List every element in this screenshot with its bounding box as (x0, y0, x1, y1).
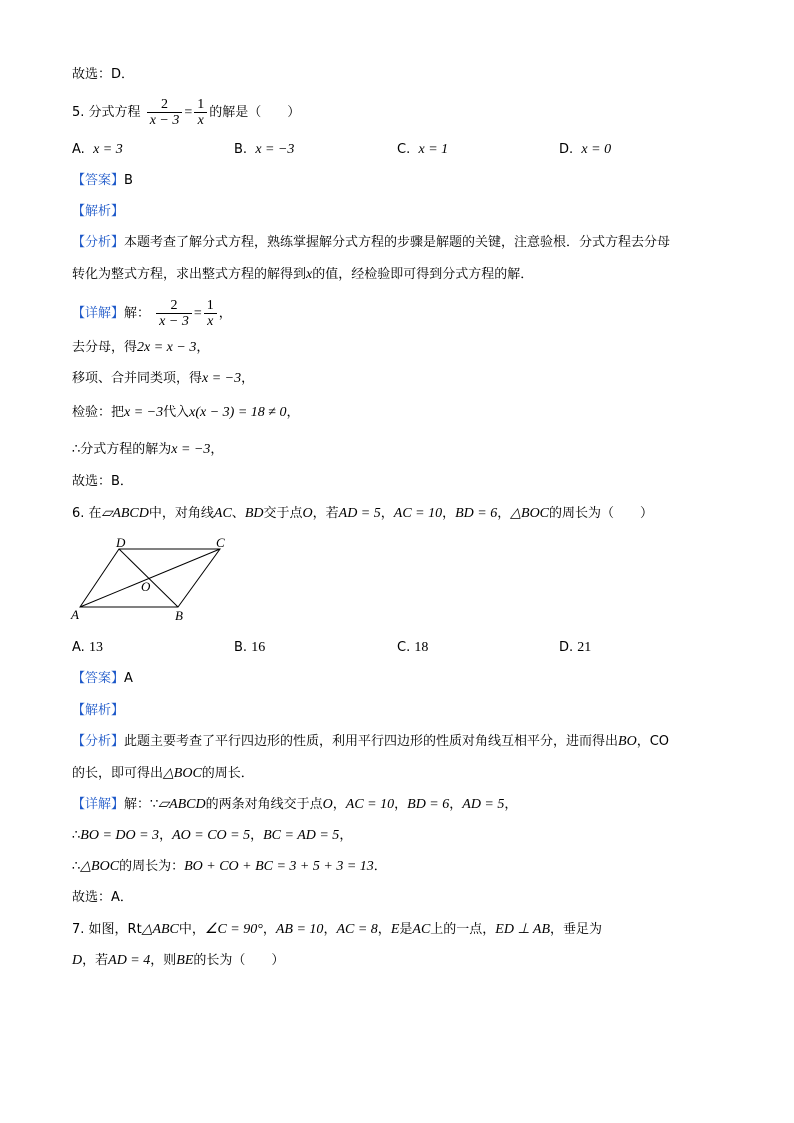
label-o: O (141, 579, 151, 594)
q6-stem: 6. 在▱ABCD中，对角线AC、BD交于点O，若AD = 5，AC = 10，BD = 6，△BOC的周长为（ ） (72, 506, 654, 521)
label-c: C (216, 536, 225, 550)
q5-option-b[interactable]: B. x = −3 (234, 142, 295, 157)
parallelogram-diagram (68, 536, 243, 626)
q5-stem: 5. 分式方程 $\frac{2}{x - 3}$ = $\frac{1}{x}$ 的解是（ ） (72, 97, 301, 128)
q6-option-a[interactable]: A. 13 (72, 640, 103, 655)
q6-analysis-line-1: 【分析】此题主要考查了平行四边形的性质，利用平行四边形的性质对角线互相平分，进而得出BO，CO (72, 734, 670, 749)
diagonal-bd (119, 549, 178, 607)
q5-detail-fraction-left: $\frac{2}{x - 3}$ (156, 298, 192, 329)
q5-step-3: 检验：把x = −3代入x(x − 3) = 18 ≠ 0， (72, 405, 300, 420)
q5-step-2: 移项、合并同类项，得x = −3， (72, 371, 255, 386)
q5-fraction-right: $\frac{1}{x}$ (194, 97, 207, 128)
q5-stem-prefix: 分式方程 (88, 105, 141, 120)
q5-stem-suffix: 的解是（ ） (209, 105, 301, 120)
q7-stem-line-1: 7. 如图，Rt△ABC中，∠C = 90°，AB = 10，AC = 8，E是AC上的一点，ED ⊥ AB，垂足为 (72, 922, 603, 937)
q5-option-d[interactable]: D. x = 0 (559, 142, 612, 157)
q5-conclusion: 故选：B． (72, 474, 133, 489)
q5-step-1: 去分母，得2x = x − 3， (72, 340, 210, 355)
q6-jiexi: 【解析】 (72, 703, 125, 718)
q5-fraction-left: $\frac{2}{x - 3}$ (147, 97, 183, 128)
prev-answer: 故选：D． (72, 67, 135, 82)
q5-option-c[interactable]: C. x = 1 (397, 142, 449, 157)
label-b: B (175, 608, 183, 623)
q6-answer-line: 【答案】A (72, 671, 133, 686)
q6-option-d[interactable]: D. 21 (559, 640, 592, 655)
q5-analysis-line-2: 转化为整式方程，求出整式方程的解得到x的值，经检验即可得到分式方程的解． (72, 267, 534, 282)
q5-jiexi: 【解析】 (72, 204, 125, 219)
q6-option-b[interactable]: B. 16 (234, 640, 266, 655)
q5-number: 5. (72, 105, 85, 120)
q5-answer: B (124, 173, 133, 188)
q6-analysis-line-2: 的长，即可得出△BOC的周长． (72, 766, 254, 781)
q5-answer-line: 【答案】B (72, 173, 133, 188)
label-a: A (71, 607, 79, 622)
q6-detail-line-3: ∴△BOC的周长为：BO + CO + BC = 3 + 5 + 3 = 13． (72, 859, 387, 874)
q5-step-4: ∴分式方程的解为x = −3， (72, 442, 224, 457)
q6-answer: A (124, 671, 133, 686)
q6-option-c[interactable]: C. 18 (397, 640, 429, 655)
label-d: D (116, 536, 126, 550)
q6-detail-line-1: 【详解】解：∵▱ABCD的两条对角线交于点O，AC = 10，BD = 6，AD = 5， (72, 797, 518, 812)
q5-detail-fraction-right: $\frac{1}{x}$ (204, 298, 217, 329)
q6-conclusion: 故选：A． (72, 890, 133, 905)
q7-stem-line-2: D，若AD = 4，则BE的长为（ ） (72, 953, 285, 968)
q5-option-a[interactable]: A. x = 3 (72, 142, 123, 157)
q5-analysis-line-1: 【分析】本题考查了解分式方程，熟练掌握解分式方程的步骤是解题的关键，注意验根．分式方程去分母 (72, 235, 671, 250)
q6-detail-line-2: ∴BO = DO = 3，AO = CO = 5，BC = AD = 5， (72, 828, 353, 843)
q5-detail-line: 【详解】解： $\frac{2}{x - 3}$ = $\frac{1}{x}$ ， (72, 298, 232, 329)
